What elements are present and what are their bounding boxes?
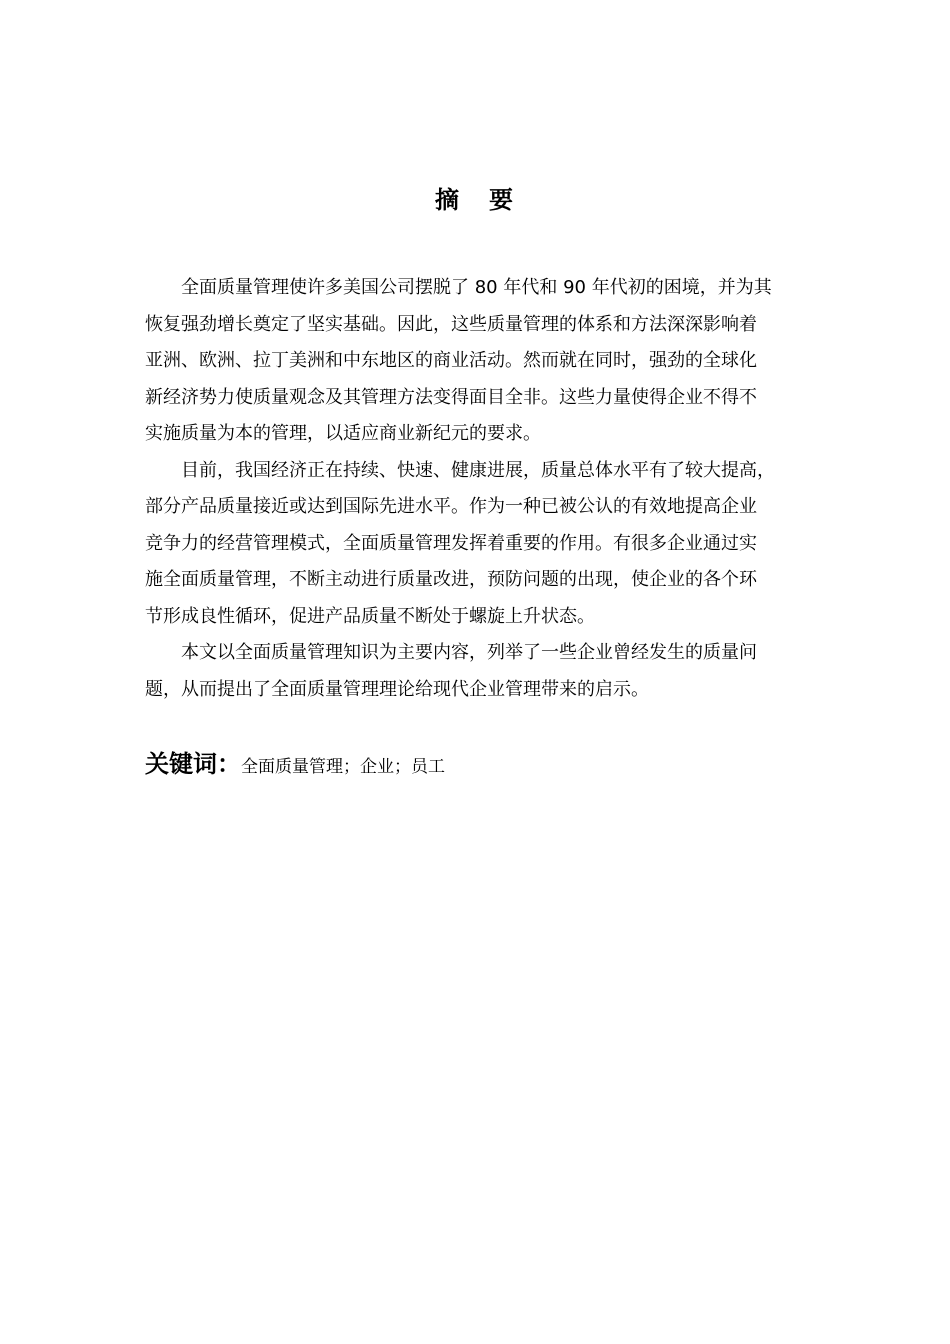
- paragraph-line: 题，从而提出了全面质量管理理论给现代企业管理带来的启示。: [145, 678, 649, 700]
- paragraph-line: 竞争力的经营管理模式，全面质量管理发挥着重要的作用。有很多企业通过实: [145, 532, 757, 554]
- paragraph-line: 全面质量管理使许多美国公司摆脱了 80 年代和 90 年代初的困境，并为其: [181, 277, 772, 298]
- paragraph-line: 实施质量为本的管理，以适应商业新纪元的要求。: [145, 423, 541, 444]
- paragraph-line: 施全面质量管理，不断主动进行质量改进，预防问题的出现，使企业的各个环: [145, 569, 757, 590]
- paragraph-line: 亚洲、欧洲、拉丁美洲和中东地区的商业活动。然而就在同时，强劲的全球化: [145, 350, 757, 371]
- abstract-body: [145, 270, 813, 708]
- paragraph-3: [145, 635, 813, 708]
- keywords-row: [145, 747, 445, 784]
- abstract-title: [0, 183, 950, 217]
- abstract-title-char-2: 要: [489, 186, 515, 214]
- paragraph-line: 部分产品质量接近或达到国际先进水平。作为一种已被公认的有效地提高企业: [145, 496, 757, 517]
- paragraph-line: 目前，我国经济正在持续、快速、健康进展，质量总体水平有了较大提高，: [181, 459, 775, 481]
- paragraph-line: 节形成良性循环，促进产品质量不断处于螺旋上升状态。: [145, 605, 595, 627]
- paragraph-line: 恢复强劲增长奠定了坚实基础。因此，这些质量管理的体系和方法深深影响着: [145, 313, 757, 335]
- paragraph-1: [145, 270, 813, 453]
- paragraph-line: 新经济势力使质量观念及其管理方法变得面目全非。这些力量使得企业不得不: [145, 386, 757, 408]
- paragraph-2: [145, 453, 813, 636]
- paragraph-line: 本文以全面质量管理知识为主要内容，列举了一些企业曾经发生的质量问: [181, 642, 757, 663]
- keywords-value: 全面质量管理；企业；员工: [241, 757, 445, 777]
- keywords-label: 关键词：: [145, 750, 241, 778]
- abstract-title-char-1: 摘: [435, 186, 461, 214]
